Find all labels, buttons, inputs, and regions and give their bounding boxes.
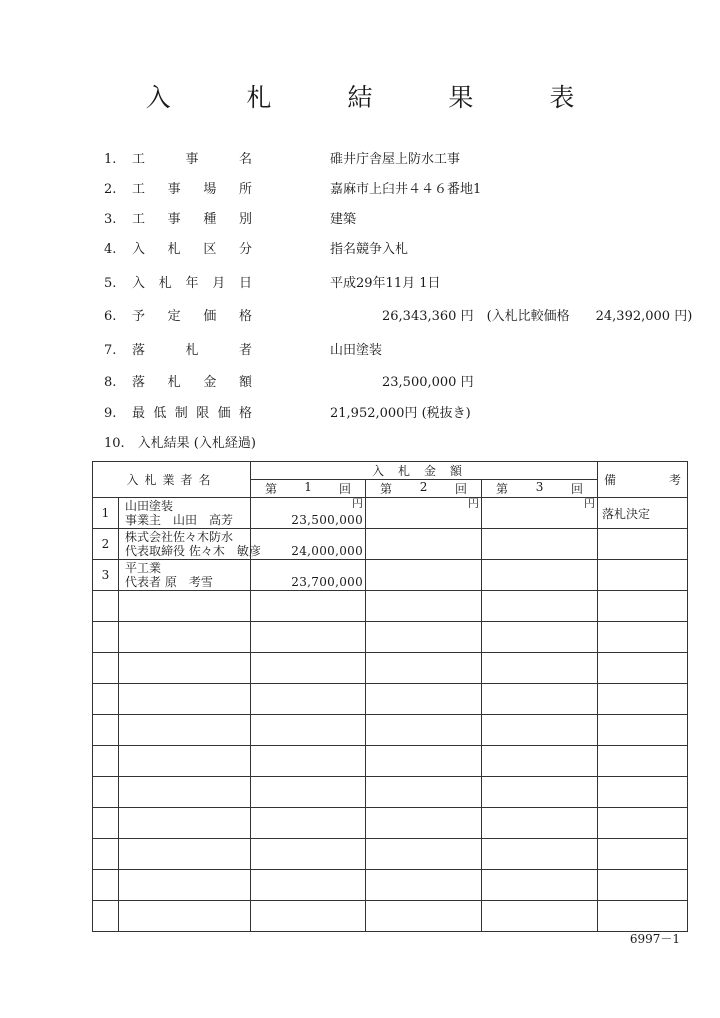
info-number: 4. <box>104 242 117 257</box>
info-number: 9. <box>104 406 117 421</box>
row-number <box>93 746 119 777</box>
remark <box>598 808 688 839</box>
round-3-amount <box>482 622 598 653</box>
info-value: 建築 <box>330 212 357 227</box>
bidder-name: 株式会社佐々木防水 代表取締役 佐々木 敏彦 <box>119 529 251 560</box>
remark <box>598 653 688 684</box>
remark <box>598 901 688 932</box>
row-number: 3 <box>93 560 119 591</box>
info-value: 山田塗装 <box>330 343 383 358</box>
table-row <box>93 839 688 870</box>
round-3-amount <box>482 808 598 839</box>
round-2-amount <box>366 715 482 746</box>
round-2-amount <box>366 560 482 591</box>
round-1-amount <box>251 684 366 715</box>
info-number: 3. <box>104 212 117 227</box>
bidder-name: 山田塗装 事業主 山田 高芳 <box>119 498 251 529</box>
bidder-name <box>119 808 251 839</box>
info-label: 工事種別 <box>132 212 252 227</box>
info-label: 落札者 <box>132 343 252 358</box>
amount-header: 入札金額 <box>251 462 598 480</box>
round-3-amount <box>482 901 598 932</box>
row-number <box>93 839 119 870</box>
round-1-amount <box>251 901 366 932</box>
info-label: 工事場所 <box>132 182 252 197</box>
remark <box>598 591 688 622</box>
bidder-name <box>119 653 251 684</box>
row-number <box>93 777 119 808</box>
yen-unit: 円 <box>584 497 596 510</box>
table-row <box>93 746 688 777</box>
round-1-amount <box>251 653 366 684</box>
round-2-amount <box>366 808 482 839</box>
page-code: 6997－1 <box>629 932 680 946</box>
info-value: 指名競争入札 <box>330 242 409 257</box>
table-row <box>93 560 688 591</box>
round-1-amount: 円 23,500,000 <box>251 498 366 529</box>
round-3-amount <box>482 560 598 591</box>
info-number: 8. <box>104 375 117 390</box>
row-number <box>93 684 119 715</box>
round-2-amount <box>366 901 482 932</box>
bidder-name <box>119 591 251 622</box>
row-number <box>93 591 119 622</box>
round-2-amount <box>366 498 482 529</box>
table-row <box>93 684 688 715</box>
yen-unit: 円 <box>468 497 480 510</box>
info-number: 2. <box>104 182 117 197</box>
row-number <box>93 870 119 901</box>
round-1-amount: 23,700,000 <box>251 560 366 591</box>
info-number: 6. <box>104 309 117 324</box>
round-1-amount <box>251 839 366 870</box>
info-value: 21,952,000円 (税抜き) <box>330 406 471 421</box>
round-2-header: 第 2 回 <box>366 480 482 498</box>
remark <box>598 870 688 901</box>
info-label: 工事名 <box>132 152 252 167</box>
round-3-amount <box>482 529 598 560</box>
remark <box>598 715 688 746</box>
remark <box>598 746 688 777</box>
row-number <box>93 901 119 932</box>
bid-result-table <box>92 461 688 932</box>
round-1-amount <box>251 870 366 901</box>
round-1-amount <box>251 777 366 808</box>
info-number: 7. <box>104 343 117 358</box>
round-2-amount <box>366 777 482 808</box>
info-value: 26,343,360 円 (入札比較価格 24,392,000 円) <box>330 309 693 324</box>
remark <box>598 777 688 808</box>
round-2-amount <box>366 591 482 622</box>
row-number <box>93 715 119 746</box>
row-number: 2 <box>93 529 119 560</box>
bidder-name <box>119 622 251 653</box>
info-number: 1. <box>104 152 117 167</box>
remark <box>598 839 688 870</box>
round-2-amount <box>366 839 482 870</box>
round-2-amount <box>366 746 482 777</box>
bidder-name <box>119 684 251 715</box>
row-number <box>93 653 119 684</box>
table-row <box>93 622 688 653</box>
info-value: 碓井庁舎屋上防水工事 <box>330 152 461 167</box>
info-value: 23,500,000 円 <box>330 375 474 390</box>
row-number: 1 <box>93 498 119 529</box>
round-2-amount <box>366 653 482 684</box>
bidder-name <box>119 777 251 808</box>
row-number <box>93 808 119 839</box>
bidder-name <box>119 746 251 777</box>
bidder-name <box>119 870 251 901</box>
bidder-header: 入札業者名 <box>93 462 251 498</box>
table-row <box>93 591 688 622</box>
yen-unit: 円 <box>352 497 364 510</box>
round-3-amount <box>482 653 598 684</box>
remarks-header: 備 考 <box>598 462 688 498</box>
round-2-amount <box>366 622 482 653</box>
table-row <box>93 715 688 746</box>
round-3-amount <box>482 746 598 777</box>
round-3-amount <box>482 684 598 715</box>
round-1-amount <box>251 746 366 777</box>
table-row <box>93 498 688 529</box>
info-label: 予定価格 <box>132 309 252 324</box>
info-label: 入札区分 <box>132 242 252 257</box>
table-row <box>93 901 688 932</box>
info-number: 5. <box>104 276 117 291</box>
remark <box>598 560 688 591</box>
row-number <box>93 622 119 653</box>
info-label: 入札年月日 <box>132 276 252 291</box>
round-1-amount <box>251 808 366 839</box>
table-row <box>93 870 688 901</box>
info-value: 嘉麻市上臼井４４６番地1 <box>330 182 482 197</box>
bidder-name <box>119 715 251 746</box>
round-1-header: 第 1 回 <box>251 480 366 498</box>
info-value: 平成29年11月 1日 <box>330 276 441 291</box>
table-row <box>93 808 688 839</box>
round-2-amount <box>366 684 482 715</box>
table-row <box>93 529 688 560</box>
round-1-amount <box>251 715 366 746</box>
item-10-heading: 10. 入札結果 (入札経過) <box>104 436 256 451</box>
round-1-amount <box>251 622 366 653</box>
round-3-amount <box>482 777 598 808</box>
round-1-amount <box>251 591 366 622</box>
round-2-amount <box>366 870 482 901</box>
page-title: 入 札 結 果 表 <box>145 83 609 112</box>
round-3-amount <box>482 715 598 746</box>
info-label: 落札金額 <box>132 375 252 390</box>
round-2-amount <box>366 529 482 560</box>
table-row <box>93 653 688 684</box>
round-3-amount <box>482 498 598 529</box>
remark <box>598 529 688 560</box>
round-3-amount <box>482 591 598 622</box>
info-label: 最低制限価格 <box>132 406 252 421</box>
bidder-name: 平工業 代表者 原 考雪 <box>119 560 251 591</box>
remark <box>598 684 688 715</box>
round-3-header: 第 3 回 <box>482 480 598 498</box>
round-3-amount <box>482 839 598 870</box>
round-3-amount <box>482 870 598 901</box>
table-row <box>93 777 688 808</box>
remark: 落札決定 <box>598 498 688 529</box>
bidder-name <box>119 839 251 870</box>
remark <box>598 622 688 653</box>
round-1-amount: 24,000,000 <box>251 529 366 560</box>
bidder-name <box>119 901 251 932</box>
